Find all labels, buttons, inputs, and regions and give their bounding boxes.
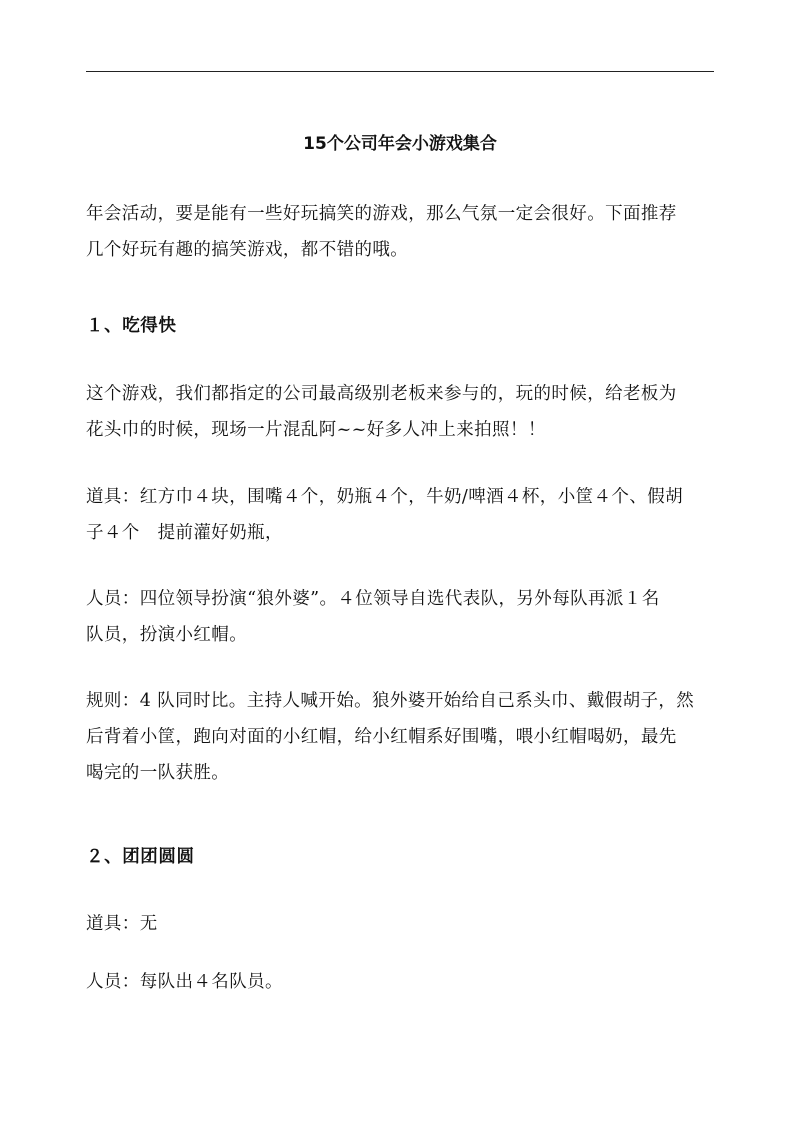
section-2-paragraph-people <box>86 964 726 1000</box>
paragraph-line: 规则：4 队同时比。主持人喊开始。狼外婆开始给自己系头巾、戴假胡子，然 <box>86 691 695 711</box>
section-1-paragraph-props <box>86 479 726 551</box>
section-1-paragraph-intro <box>86 376 726 448</box>
paragraph-line: 花头巾的时候，现场一片混乱阿~~好多人冲上来拍照！！ <box>86 420 546 440</box>
paragraph-line: 后背着小筐，跑向对面的小红帽，给小红帽系好围嘴，喂小红帽喝奶，最先 <box>86 727 677 747</box>
section-1-paragraph-people <box>86 581 726 653</box>
paragraph-line: 道具：无 <box>86 914 158 934</box>
paragraph-line: 道具：红方巾４块，围嘴４个，奶瓶４个，牛奶/啤酒４杯，小筐４个、假胡 <box>86 487 683 507</box>
paragraph-line: 人员：每队出４名队员。 <box>86 972 283 992</box>
paragraph-line: 队员，扮演小红帽。 <box>86 625 248 645</box>
paragraph-line: 这个游戏，我们都指定的公司最高级别老板来参与的，玩的时候，给老板为 <box>86 384 677 404</box>
intro-line: 年会活动，要是能有一些好玩搞笑的游戏，那么气氛一定会很好。下面推荐 <box>86 204 677 224</box>
section-heading-1: １、吃得快 <box>86 316 177 336</box>
section-2-paragraph-props <box>86 906 726 942</box>
header-rule <box>86 71 714 72</box>
intro-line: 几个好玩有趣的搞笑游戏，都不错的哦。 <box>86 240 409 260</box>
paragraph-line: 子４个 提前灌好奶瓶， <box>86 523 283 543</box>
section-heading-2: ２、团团圆圆 <box>86 847 195 867</box>
document-title: 15个公司年会小游戏集合 <box>303 134 497 154</box>
paragraph-line: 喝完的一队获胜。 <box>86 763 230 783</box>
intro-paragraph <box>86 196 726 268</box>
paragraph-line: 人员：四位领导扮演“狼外婆”。４位领导自选代表队，另外每队再派１名 <box>86 589 660 609</box>
section-1-paragraph-rules <box>86 683 726 791</box>
